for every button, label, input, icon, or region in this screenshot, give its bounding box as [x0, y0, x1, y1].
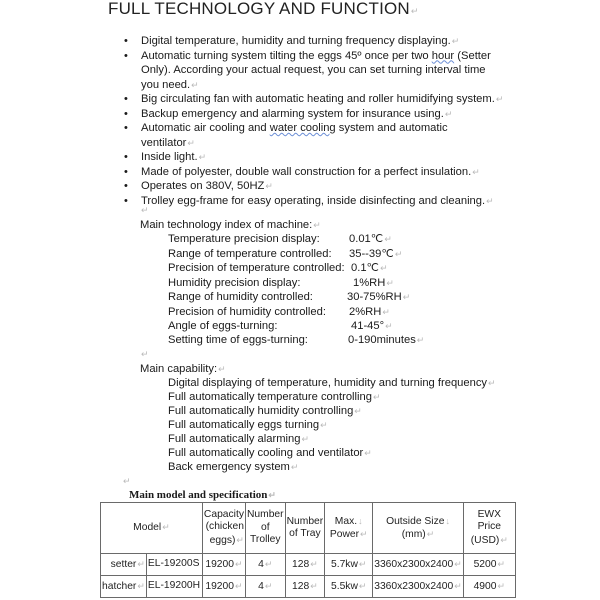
- paragraph-mark: ↵: [141, 205, 149, 215]
- cell-size: 3360x2300x2400↵: [373, 554, 464, 576]
- tech-index-label: Range of humidity controlled:: [168, 291, 313, 303]
- feature-item: • Automatic turning system tilting the eggs 45º once per two hour (Setter Only). According your actual request, you can set turning interval time you need.↵: [124, 49, 504, 93]
- paragraph-mark: ↵: [410, 6, 419, 16]
- cell-size: 3360x2300x2400↵: [373, 576, 464, 598]
- feature-item: • Automatic air cooling and water cooling system and automatic ventilator↵: [124, 121, 504, 150]
- header-size: Outside Size↓ (mm)↵: [373, 503, 464, 554]
- header-model: Model↵: [101, 503, 203, 554]
- paragraph-mark: ↵: [123, 476, 131, 486]
- header-price: EWX Price (USD)↵: [463, 503, 515, 554]
- tech-index-value: 2%RH↵: [349, 306, 390, 318]
- capability-item: Full automatically eggs turning↵: [168, 419, 328, 431]
- header-power: Max.↓ Power↵: [325, 503, 373, 554]
- spec-heading: Main model and specification↵: [129, 489, 276, 501]
- cell-price: 4900↵: [463, 576, 515, 598]
- cell-capacity: 19200↵: [202, 554, 245, 576]
- spec-table: [100, 502, 516, 598]
- feature-item: • Big circulating fan with automatic heating and roller humidifying system.↵: [124, 92, 504, 107]
- cell-trolley: 4↵: [245, 576, 285, 598]
- cell-trolley: 4↵: [245, 554, 285, 576]
- capability-item: Full automatically temperature controlling↵: [168, 391, 381, 403]
- tech-index-heading: Main technology index of machine:↵: [140, 219, 321, 231]
- tech-index-label: Precision of temperature controlled:: [168, 262, 345, 274]
- header-tray: Number of Tray: [285, 503, 325, 554]
- capability-item: Full automatically alarming↵: [168, 433, 309, 445]
- tech-index-label: Setting time of eggs-turning:: [168, 334, 308, 346]
- feature-item: • Operates on 380V, 50HZ↵: [124, 179, 504, 194]
- tech-index-value: 41-45°↵: [351, 320, 393, 332]
- tech-index-value: 35--39℃↵: [349, 248, 403, 260]
- tech-index-value: 0-190minutes↵: [348, 334, 425, 346]
- tech-index-label: Angle of eggs-turning:: [168, 320, 278, 332]
- cell-capacity: 19200↵: [202, 576, 245, 598]
- capability-item: Full automatically humidity controlling↵: [168, 405, 362, 417]
- tech-index-label: Range of temperature controlled:: [168, 248, 332, 260]
- table-header-row: [101, 503, 516, 554]
- tech-index-label: Precision of humidity controlled:: [168, 306, 326, 318]
- cell-power: 5.5kw↵: [325, 576, 373, 598]
- feature-item: • Inside light.↵: [124, 150, 504, 165]
- cell-power: 5.7kw↵: [325, 554, 373, 576]
- cell-tray: 128↵: [285, 554, 325, 576]
- cell-type: setter↵: [101, 554, 147, 576]
- tech-index-value: 0.01℃↵: [349, 233, 392, 245]
- cell-type: hatcher↵: [101, 576, 147, 598]
- tech-index-label: Humidity precision display:: [168, 277, 301, 289]
- capability-item: Back emergency system↵: [168, 461, 299, 473]
- feature-item: • Trolley egg-frame for easy operating, inside disinfecting and cleaning.↵: [124, 194, 504, 209]
- tech-index-value: 0.1℃↵: [351, 262, 388, 274]
- tech-index-value: 1%RH↵: [353, 277, 394, 289]
- cell-model: EL-19200S: [146, 554, 202, 576]
- feature-item: • Backup emergency and alarming system for insurance using.↵: [124, 107, 504, 122]
- tech-index-value: 30-75%RH↵: [347, 291, 411, 303]
- capability-heading: Main capability:↵: [140, 363, 226, 375]
- table-row: [101, 576, 516, 598]
- cell-model: EL-19200H: [146, 576, 202, 598]
- page-title: FULL TECHNOLOGY AND FUNCTION↵: [108, 0, 419, 18]
- paragraph-mark: ↵: [141, 349, 149, 359]
- capability-item: Full automatically cooling and ventilator↵: [168, 447, 372, 459]
- header-capacity: Capacity (chicken eggs)↵: [202, 503, 245, 554]
- feature-item: • Digital temperature, humidity and turning frequency displaying.↵: [124, 34, 504, 49]
- capability-item: Digital displaying of temperature, humidity and turning frequency↵: [168, 377, 496, 389]
- cell-price: 5200↵: [463, 554, 515, 576]
- tech-index-label: Temperature precision display:: [168, 233, 320, 245]
- table-row: [101, 554, 516, 576]
- header-trolley: Number of Trolley: [245, 503, 285, 554]
- feature-item: • Made of polyester, double wall construction for a perfect insulation.↵: [124, 165, 504, 180]
- cell-tray: 128↵: [285, 576, 325, 598]
- feature-list: [124, 34, 504, 208]
